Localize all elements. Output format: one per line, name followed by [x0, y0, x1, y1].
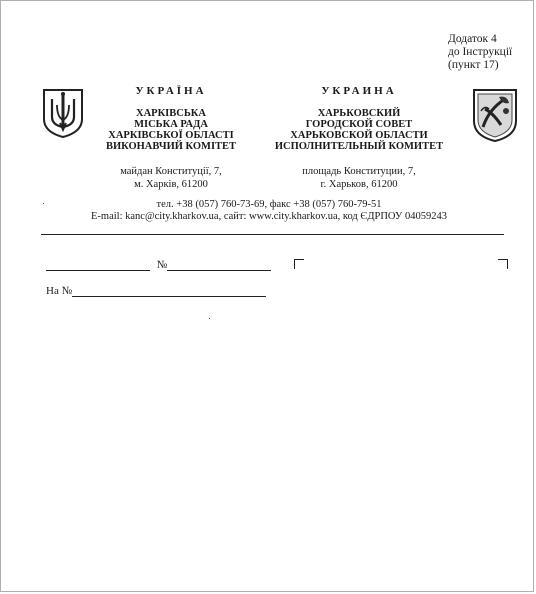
- address-ua: [96, 165, 246, 191]
- annex-line-3: (пункт 17): [448, 59, 499, 71]
- number-sign: №: [156, 259, 168, 271]
- email-site-line: E-mail: kanc@city.kharkov.ua, сайт: www.city.kharkov.ua, код ЄДРПОУ 04059243: [91, 211, 447, 222]
- scan-speck: [43, 203, 44, 204]
- address-ru-line-2: г. Харьков, 61200: [320, 179, 398, 190]
- kharkiv-city-coat-of-arms-icon: [471, 87, 519, 143]
- scan-speck: [209, 318, 210, 319]
- country-name-ua: УКРАЇНА: [135, 85, 207, 97]
- reply-to-label: На №: [46, 285, 73, 297]
- phone-fax-line: тел. +38 (057) 760-73-69, факс +38 (057) 760-79-51: [156, 199, 382, 210]
- org-line-3-ua: ХАРКІВСЬКОЇ ОБЛАСТІ: [108, 130, 234, 141]
- addressee-corner-left: [294, 259, 304, 269]
- org-line-1-ua: ХАРКІВСЬКА: [135, 108, 206, 119]
- number-blank-line: [167, 260, 271, 271]
- org-line-2-ru: ГОРОДСКОЙ СОВЕТ: [305, 119, 413, 130]
- address-ua-line-2: м. Харків, 61200: [134, 179, 208, 190]
- annex-note: [448, 33, 512, 72]
- address-ru-line-1: площадь Конституции, 7,: [302, 166, 416, 177]
- org-line-4-ru: ИСПОЛНИТЕЛЬНЫЙ КОМИТЕТ: [274, 141, 444, 152]
- ukrainian-header-block: [96, 86, 246, 152]
- org-line-3-ru: ХАРЬКОВСКОЙ ОБЛАСТИ: [290, 130, 428, 141]
- date-blank-line: [46, 260, 150, 271]
- address-ru: [264, 165, 454, 191]
- org-line-1-ru: ХАРЬКОВСКИЙ: [317, 108, 401, 119]
- reply-reference-row: [46, 285, 266, 297]
- addressee-corner-right: [498, 259, 508, 269]
- org-line-2-ua: МІСЬКА РАДА: [134, 119, 208, 130]
- contacts-block: [41, 199, 497, 223]
- annex-line-2: до Інструкції: [448, 46, 513, 58]
- reply-blank-line: [72, 286, 266, 297]
- org-line-4-ua: ВИКОНАВЧИЙ КОМІТЕТ: [105, 141, 237, 152]
- header-divider: [41, 234, 504, 235]
- address-ua-line-1: майдан Конституції, 7,: [120, 166, 222, 177]
- country-name-ru: УКРАИНА: [321, 85, 397, 97]
- trident-coat-of-arms-icon: [41, 87, 85, 139]
- annex-line-1: Додаток 4: [448, 33, 497, 45]
- russian-header-block: [264, 86, 454, 152]
- outgoing-number-row: [46, 259, 271, 271]
